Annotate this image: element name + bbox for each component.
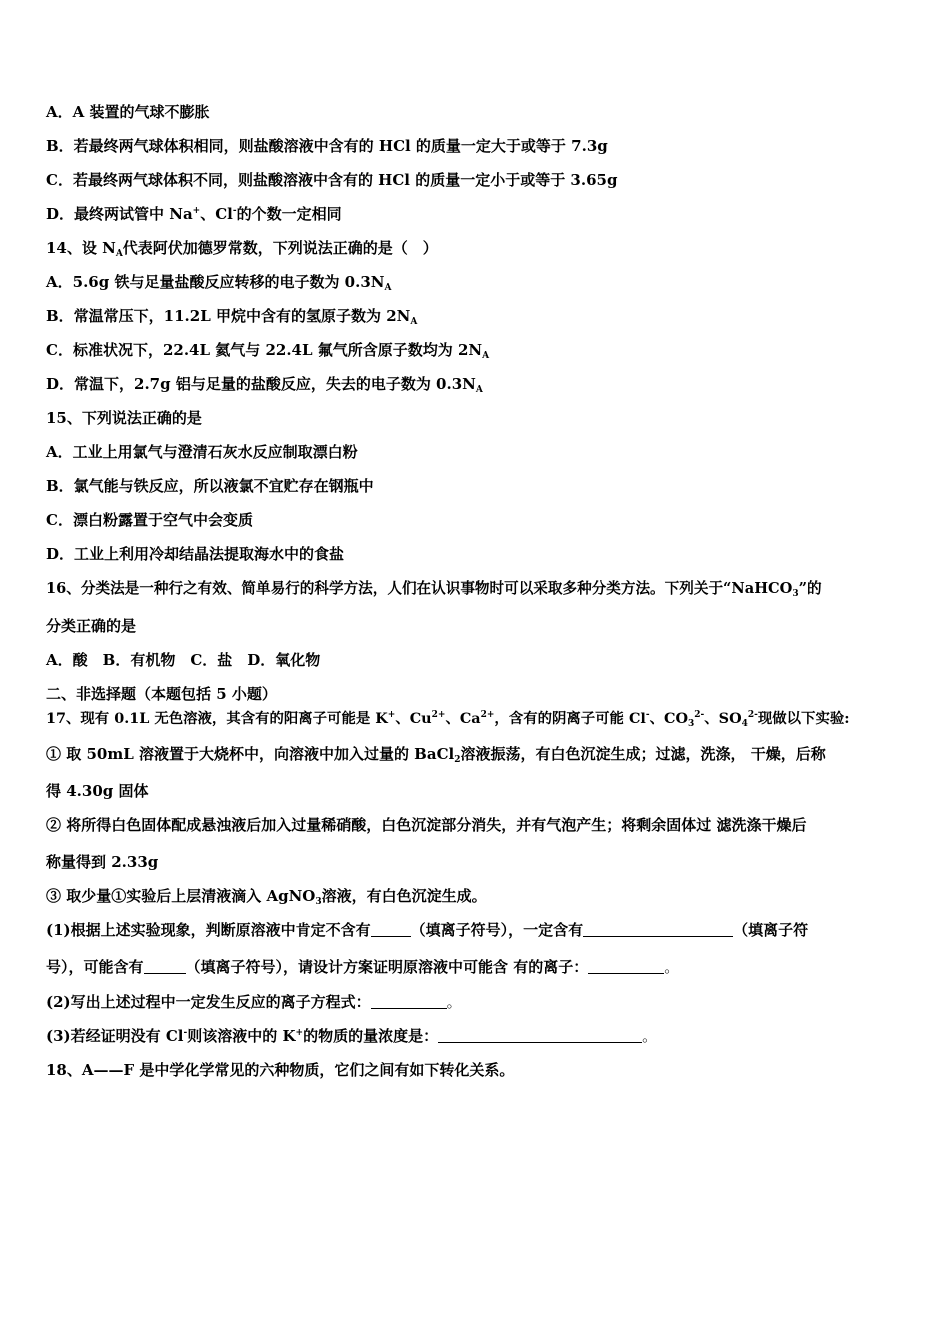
answer-blank[interactable] xyxy=(371,994,447,1009)
q15-option-d: D．工业上利用冷却结晶法提取海水中的食盐 xyxy=(46,545,345,563)
q14-option-b: B．常温常压下，11.2L 甲烷中含有的氢原子数为 $2N_A$ xyxy=(46,307,418,327)
q14-option-c: C．标准状况下，22.4L 氦气与 22.4L 氟气所含原子数均为 $2N_A$ xyxy=(46,341,490,361)
q13-option-d: D．最终两试管中 Na+、Cl-的个数一定相同 xyxy=(46,205,342,223)
q17-step3: ③ 取少量①实验后上层清液滴入 AgNO$_3$溶液，有白色沉淀生成。 xyxy=(46,887,487,907)
q17-part3: (3)若经证明没有 Cl-则该溶液中的 K+的物质的量浓度是： 。 xyxy=(46,1027,658,1045)
q15-option-a: A．工业上用氯气与澄清石灰水反应制取漂白粉 xyxy=(46,443,358,461)
section-heading: 二、非选择题（本题包括 5 小题） xyxy=(46,685,277,703)
q13-option-c: C．若最终两气球体积不同，则盐酸溶液中含有的 HCl 的质量一定小于或等于 3.65g xyxy=(46,171,618,189)
answer-blank[interactable] xyxy=(438,1028,642,1043)
q17-stem: 17、现有 0.1L 无色溶液，其含有的阳离子可能是 K+、$Cu^{2+}$、$Ca^{2+}$，含有的阴离子可能 Cl-、$CO_3^{2-}$、$SO_4^{2-}$现做以下实验: xyxy=(46,710,850,729)
q15-stem: 15、下列说法正确的是 xyxy=(46,409,202,427)
q16-stem-line2: 分类正确的是 xyxy=(46,617,137,635)
q17-part1-line2: 号），可能含有 （填离子符号），请设计方案证明原溶液中可能含 有的离子： 。 xyxy=(46,958,680,976)
q18-stem: 18、A——F 是中学化学常见的六种物质，它们之间有如下转化关系。 xyxy=(46,1061,515,1079)
answer-blank[interactable] xyxy=(371,922,411,937)
q15-option-c: C．漂白粉露置于空气中会变质 xyxy=(46,511,253,529)
q17-part1-line1: (1)根据上述实验现象，判断原溶液中肯定不含有 （填离子符号），一定含有 （填离子符 xyxy=(46,921,809,939)
q17-step2-line2: 称量得到 2.33g xyxy=(46,853,159,871)
q14-option-a: A．5.6g 铁与足量盐酸反应转移的电子数为 $0.3N_A$ xyxy=(46,273,392,293)
q17-step1-line1: ① 取 50mL 溶液置于大烧杯中，向溶液中加入过量的 BaCl$_2$溶液振荡，有白色沉淀生成；过滤，洗涤， 干燥，后称 xyxy=(46,745,826,765)
answer-blank[interactable] xyxy=(588,959,664,974)
q13-option-b: B．若最终两气球体积相同，则盐酸溶液中含有的 HCl 的质量一定大于或等于 7.3g xyxy=(46,137,608,155)
q15-option-b: B．氯气能与铁反应，所以液氯不宜贮存在钢瓶中 xyxy=(46,477,374,495)
q16-options: A．酸 B．有机物 C．盐 D．氧化物 xyxy=(46,651,321,669)
q16-stem-line1: 16、分类法是一种行之有效、简单易行的科学方法，人们在认识事物时可以采取多种分类方法。下列关于“NaHCO$_3$”的 xyxy=(46,580,822,599)
q17-step2-line1: ② 将所得白色固体配成悬浊液后加入过量稀硝酸，白色沉淀部分消失，并有气泡产生；将剩余固体过 滤洗涤干燥后 xyxy=(46,816,807,834)
q14-option-d: D．常温下，2.7g 铝与足量的盐酸反应，失去的电子数为 $0.3N_A$ xyxy=(46,375,483,395)
q17-step1-line2: 得 4.30g 固体 xyxy=(46,782,149,800)
q17-part2: (2)写出上述过程中一定发生反应的离子方程式： 。 xyxy=(46,993,462,1011)
answer-blank[interactable] xyxy=(583,922,733,937)
q14-stem: 14、设 $N_A$代表阿伏加德罗常数，下列说法正确的是（ ） xyxy=(46,239,438,259)
q13-option-a: A．A 装置的气球不膨胀 xyxy=(46,103,210,121)
answer-blank[interactable] xyxy=(144,959,186,974)
